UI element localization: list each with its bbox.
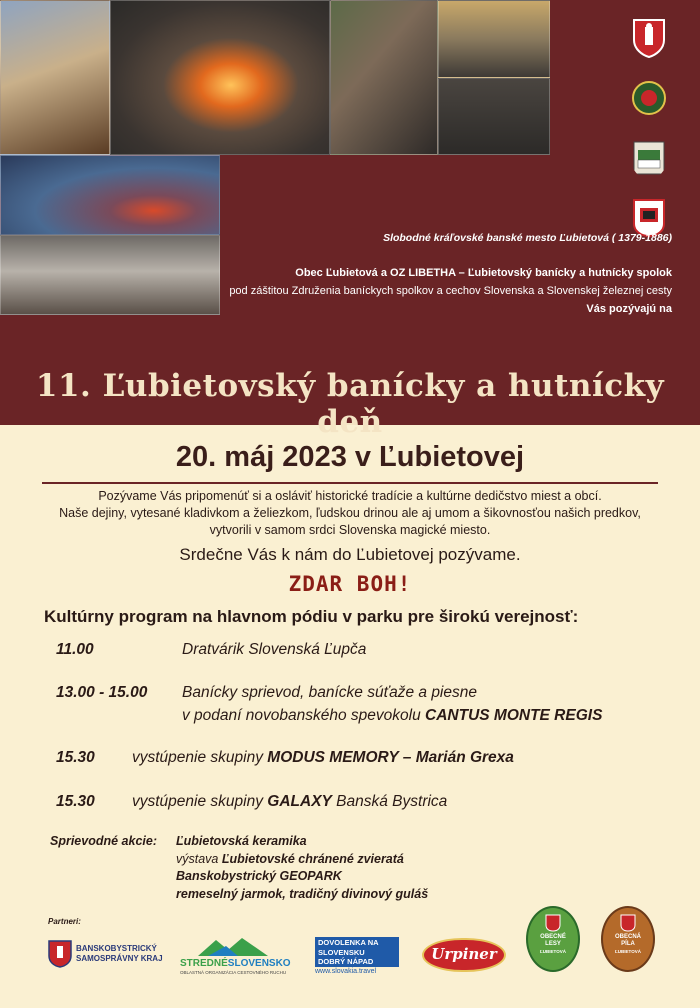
partners-label: Partneri: (48, 917, 81, 926)
town-historic-line: Slobodné kráľovské banské mesto Ľubietová ( 1379-1886) (383, 232, 672, 244)
event-date: 20. máj 2023 v Ľubietovej (175, 441, 525, 473)
libetha-emblem-icon (632, 138, 666, 178)
lesy-text: LESY (545, 941, 561, 947)
event-title: 11. Ľubietovský banícky a hutnícky deň (35, 368, 665, 440)
bbsk-name: SAMOSPRÁVNY KRAJ (76, 954, 163, 963)
dovolenka-logo (315, 937, 399, 977)
photo-anvil (438, 0, 550, 78)
program-time: 15.30 (56, 793, 95, 810)
photo-molten-metal (110, 0, 330, 155)
activity-item (176, 886, 428, 904)
patronage-line: pod záštitou Združenia baníckych spolkov a cechov Slovenska a Slovenskej železnej cesty (229, 285, 672, 297)
program-time: 15.30 (56, 749, 95, 766)
stredne-slovensko-logo (180, 936, 290, 976)
intro-text (40, 488, 660, 539)
activity-name: Ľubietovská keramika (176, 834, 307, 848)
program-time: 11.00 (56, 641, 94, 658)
program-text: Banská Bystrica (331, 793, 448, 810)
header-band (0, 0, 700, 440)
program-time: 13.00 - 15.00 (56, 684, 148, 701)
lesy-crest-icon (545, 914, 561, 932)
mountains-icon (198, 936, 268, 956)
activities-label: Sprievodné akcie: (50, 834, 157, 848)
bbsk-logo (48, 938, 163, 972)
lesy-text: OBECNÉ (540, 934, 566, 940)
obecne-lesy-logo (526, 906, 580, 974)
activity-prefix: výstava (176, 851, 222, 866)
pila-text: OBECNÁ (614, 934, 641, 940)
program-item (56, 749, 514, 767)
intro-line: Pozývame Vás pripomenúť si a osláviť historické tradície a kultúrne dedičstvo miest a obcí. (98, 489, 602, 503)
coat-of-arms-column (628, 18, 670, 258)
activity-name: Ľubietovské chránené zvieratá (221, 851, 404, 866)
program-text: vystúpenie skupiny (132, 749, 268, 766)
program-text: Banícky sprievod, banícke súťaže a piesne (182, 684, 477, 701)
photo-pouring (0, 155, 220, 235)
slovensko-word: SLOVENSKO (227, 958, 291, 969)
intro-line: Naše dejiny, vytesané kladivkom a želiezkom, ľudskou drinou ale aj umom a šikovnosťou našich predkov, (59, 506, 641, 520)
program-performer: MODUS MEMORY – Marián Grexa (267, 749, 514, 766)
program-text: vystúpenie skupiny (132, 793, 268, 810)
photo-anvil-lower (438, 78, 550, 155)
dovolenka-text: DOVOLENKA NA (318, 938, 379, 947)
dovolenka-text: DOBRÝ NÁPAD (318, 957, 374, 966)
activity-name: remeselný jarmok, tradičný divinový guláš (176, 886, 429, 901)
bbsk-shield-icon (48, 940, 72, 968)
bbsk-name: BANSKOBYSTRICKÝ (76, 944, 157, 953)
lesy-text: ĽUBIETOVÁ (540, 949, 566, 954)
dovolenka-url: www.slovakia.travel (315, 968, 377, 975)
activity-name: Banskobystrický GEOPARK (176, 869, 342, 883)
program-title: Kultúrny program na hlavnom pódiu v parku pre širokú verejnosť: (44, 607, 579, 626)
pila-crest-icon (620, 914, 636, 932)
organizers-line: Obec Ľubietová a OZ LIBETHA – Ľubietovský banícky a hutnícky spolok (295, 267, 672, 279)
program-text: Dratvárik Slovenská Ľupča (182, 641, 367, 658)
program-text: v podaní novobanského spevokolu (182, 707, 426, 724)
urpiner-logo (422, 934, 506, 976)
activity-item (176, 868, 428, 886)
invite-line: Vás pozývajú na (586, 303, 672, 315)
mining-association-emblem-icon (632, 78, 666, 118)
program-item (56, 641, 366, 659)
invitation-text: Srdečne Vás k nám do Ľubietovej pozývame. (179, 545, 521, 564)
photo-tongs (330, 0, 438, 155)
urpiner-text: Urpiner (431, 945, 497, 963)
obecna-pila-logo (601, 906, 655, 974)
program-item (56, 684, 477, 702)
photo-crucible (0, 235, 220, 315)
miners-greeting: ZDAR BOH! (288, 572, 412, 596)
stredne-subtitle: OBLASTNÁ ORGANIZÁCIA CESTOVNÉHO RUCHU (180, 970, 287, 975)
lubietova-coat-of-arms-icon (632, 18, 666, 58)
stredne-word: STREDNÉ (180, 958, 228, 969)
activities-list (176, 833, 428, 903)
program-item (56, 793, 447, 811)
intro-line: vytvorili v samom srdci Slovenska magické miesto. (209, 523, 491, 537)
activity-item (176, 833, 428, 851)
activity-item (176, 851, 428, 869)
photo-blacksmith (0, 0, 110, 155)
program-item-continuation (182, 707, 602, 725)
pila-text: PÍLA (621, 941, 635, 947)
dovolenka-text: SLOVENSKU (318, 947, 365, 957)
program-performer: GALAXY (267, 793, 332, 810)
program-performer: CANTUS MONTE REGIS (425, 707, 603, 724)
divider (42, 482, 658, 484)
pila-text: ĽUBIETOVÁ (615, 949, 641, 954)
